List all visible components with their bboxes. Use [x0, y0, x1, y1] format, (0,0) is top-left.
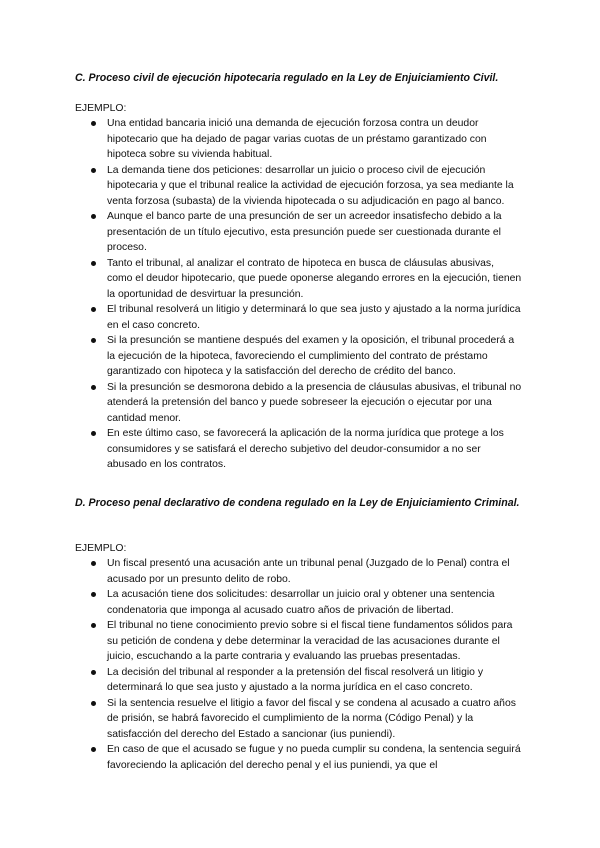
section-d-list	[90, 556, 522, 773]
bullet-icon	[91, 747, 96, 752]
list-item	[90, 380, 522, 427]
section-c-heading: C. Proceso civil de ejecución hipotecaria regulado en la Ley de Enjuiciamiento Civil.	[75, 72, 499, 84]
bullet-icon	[91, 214, 96, 219]
list-item-text: Tanto el tribunal, al analizar el contrato de hipoteca en busca de cláusulas abusivas, como el deudor hipotecario, que puede oponerse alegando errores en la ejecución, tienen la oportunidad de desvirtuar la presunción.	[107, 257, 522, 300]
list-item	[90, 665, 522, 696]
list-item	[90, 116, 522, 163]
list-item	[90, 302, 522, 333]
bullet-icon	[91, 623, 96, 628]
list-item-text: La decisión del tribunal al responder a la pretensión del fiscal resolverá un litigio y determinará lo que sea justo y ajustado a la norma jurídica en el caso concreto.	[107, 666, 484, 693]
list-item-text: La acusación tiene dos solicitudes: desarrollar un juicio oral y obtener una sentencia condenatoria que imponga al acusado cuatro años de privación de libertad.	[107, 589, 495, 616]
list-item	[90, 209, 522, 256]
list-item-text: Si la presunción se desmorona debido a la presencia de cláusulas abusivas, el tribunal no atenderá la pretensión del banco y puede sobreseer la ejecución o ejecutar por una cantidad menor.	[107, 381, 522, 424]
list-item	[90, 426, 522, 473]
bullet-icon	[91, 338, 96, 343]
list-item	[90, 556, 522, 587]
list-item-text: El tribunal resolverá un litigio y determinará lo que sea justo y ajustado a la norma jurídica en el caso concreto.	[107, 304, 521, 331]
list-item	[90, 163, 522, 210]
bullet-icon	[91, 121, 96, 126]
list-item-text: La demanda tiene dos peticiones: desarrollar un juicio o proceso civil de ejecución hipotecaria y que el tribunal realice la actividad de ejecución forzosa, ya sea mediante la venta forzosa (subasta) de la vivienda hipotecada o su adjudicación en pago al banco.	[107, 164, 514, 207]
bullet-icon	[91, 592, 96, 597]
list-item-text: Una entidad bancaria inició una demanda de ejecución forzosa contra un deudor hipotecario que ha dejado de pagar varias cuotas de un préstamo garantizado con hipoteca sobre su vivienda habitual.	[107, 118, 487, 160]
section-c-list	[90, 116, 522, 473]
list-item-text: El tribunal no tiene conocimiento previo sobre si el fiscal tiene fundamentos sólidos para su petición de condena y debe determinar la veracidad de las acusaciones durante el juicio, escuchando a la parte contraria y evaluando las pruebas presentadas.	[107, 620, 513, 662]
list-item	[90, 696, 522, 743]
list-item	[90, 587, 522, 618]
list-item	[90, 256, 522, 303]
bullet-icon	[91, 385, 96, 390]
section-d-heading: D. Proceso penal declarativo de condena regulado en la Ley de Enjuiciamiento Criminal.	[75, 497, 520, 509]
list-item-text: En caso de que el acusado se fugue y no pueda cumplir su condena, la sentencia seguirá favoreciendo la aplicación del derecho penal y el ius puniendi, ya que el	[107, 744, 521, 771]
list-item	[90, 333, 522, 380]
bullet-icon	[91, 431, 96, 436]
list-item	[90, 742, 522, 773]
list-item-text: Si la sentencia resuelve el litigio a favor del fiscal y se condena al acusado a cuatro años de prisión, se habrá favorecido el cumplimiento de la norma (Código Penal) y la satisfacción del derecho del Estado a sancionar (ius puniendi).	[107, 697, 516, 740]
bullet-icon	[91, 168, 96, 173]
section-c-example-label: EJEMPLO:	[75, 103, 127, 114]
list-item	[90, 618, 522, 665]
bullet-icon	[91, 307, 96, 312]
bullet-icon	[91, 561, 96, 566]
bullet-icon	[91, 670, 96, 675]
list-item-text: En este último caso, se favorecerá la aplicación de la norma jurídica que protege a los consumidores y se satisfará el derecho subjetivo del deudor-consumidor a no ser abusado en los contratos.	[107, 428, 504, 470]
list-item-text: Si la presunción se mantiene después del examen y la oposición, el tribunal procederá a la ejecución de la hipoteca, favoreciendo el cumplimiento del contrato de préstamo garantizado con hipoteca y la satisfacción del derecho de crédito del banco.	[107, 335, 515, 377]
bullet-icon	[91, 261, 96, 266]
bullet-icon	[91, 701, 96, 706]
list-item-text: Aunque el banco parte de una presunción de ser un acreedor insatisfecho debido a la presentación de un título ejecutivo, esta presunción puede ser cuestionada durante el proceso.	[107, 211, 502, 253]
section-d-example-label: EJEMPLO:	[75, 543, 127, 554]
list-item-text: Un fiscal presentó una acusación ante un tribunal penal (Juzgado de lo Penal) contra el acusado por un presunto delito de robo.	[107, 558, 510, 585]
